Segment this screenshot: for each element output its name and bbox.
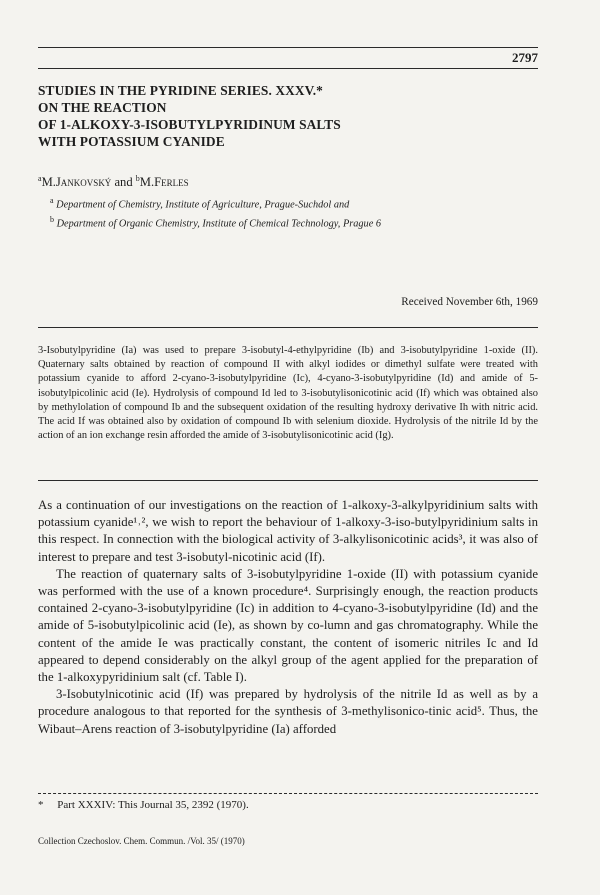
- body-paragraph-2: The reaction of quaternary salts of 3-isobutylpyridine 1-oxide (II) with potassium cyanide was performed with the use of a known procedure⁴. Surprisingly enough, the reaction products contained 2-cyano-3-isobutylpyridine (Ic) in addition to 4-cyano-3-isobutylpyridine (Id) and the amide of 5-isobutylpicolinic acid (Ie), as shown by co-lumn and gas chromatography. While the content of the amide Ie was practically constant, the content of isomeric nitriles Ic and Id appeared to depend considerably on the alkyl group of the agent applied for the preparation of the 1-alkoxypyridinium salt (cf. Table I).: [38, 566, 538, 685]
- author-mark-a: a: [38, 174, 42, 183]
- title-line-2: ON THE REACTION: [38, 100, 167, 115]
- journal-footer: Collection Czechoslov. Chem. Commun. /Vol. 35/ (1970): [38, 836, 245, 846]
- article-body: [38, 497, 538, 738]
- affiliation-b-mark: b: [50, 215, 54, 225]
- affiliation-a-text: Department of Chemistry, Institute of Agriculture, Prague-Suchdol and: [56, 199, 350, 211]
- author-b: M.Ferles: [139, 175, 189, 190]
- affiliation-a: [50, 193, 381, 212]
- page-number: 2797: [512, 50, 538, 65]
- affiliation-a-mark: a: [50, 196, 54, 205]
- title-line-4: WITH POTASSIUM CYANIDE: [38, 134, 225, 149]
- footnote-text: Part XXXIV: This Journal 35, 2392 (1970).: [57, 799, 249, 811]
- abstract-rule-bottom: [38, 480, 538, 481]
- affiliations: [50, 193, 381, 232]
- footnote: [38, 799, 249, 811]
- title-line-3: OF 1-ALKOXY-3-ISOBUTYLPYRIDINUM SALTS: [38, 117, 341, 132]
- author-and: and: [111, 175, 136, 190]
- abstract-rule-top: [38, 327, 538, 328]
- title-line-1: STUDIES IN THE PYRIDINE SERIES. XXXV.*: [38, 83, 323, 98]
- author-a: M.Jankovský: [41, 175, 112, 190]
- header-rule-bottom: [38, 68, 538, 69]
- footnote-rule: [38, 793, 538, 794]
- received-date: Received November 6th, 1969: [401, 296, 538, 308]
- affiliation-b: [50, 212, 381, 231]
- body-paragraph-3: 3-Isobutylnicotinic acid (If) was prepared by hydrolysis of the nitrile Id as well as by a procedure analogous to that reported for the synthesis of 3-methylisonico-tinic acid⁵. Thus, the Wibaut–Arens reaction of 3-isobutylpyridine (Ia) afforded: [38, 687, 538, 736]
- abstract: 3-Isobutylpyridine (Ia) was used to prepare 3-isobutyl-4-ethylpyridine (Ib) and 3-isobutylpyridine 1-oxide (II). Quaternary salts obtained by reaction of compound II with alkyl iodides or dimethyl sulfate were treated with potassium cyanide to afford 2-cyano-3-isobutylpyridine (Ic), 4-cyano-3-isobutylpyridine (Id) and amide of 5-isobutylpicolinic acid (Ie). Hydrolysis of compound Id led to 3-isobutylisonicotinic acid (If) which was obtained also by methylolation of compound Ib and the subsequent oxidation of the resulting hydroxy derivative Ih with nitric acid. The acid If was obtained also by oxidation of compound Ib with selenium dioxide. Hydrolysis of the nitrile Id by the action of an ion exchange resin afforded the amide of 3-isobutylisonicotinic acid (Ig).: [38, 345, 538, 442]
- footnote-mark: *: [38, 799, 44, 811]
- affiliation-b-text: Department of Organic Chemistry, Institute of Chemical Technology, Prague 6: [56, 218, 381, 230]
- author-line: [38, 174, 189, 190]
- header-rule-top: [38, 47, 538, 48]
- body-paragraph-1: As a continuation of our investigations on the reaction of 1-alkoxy-3-alkylpyridinium salts with potassium cyanide¹˒², we wish to report the behaviour of 1-alkoxy-3-iso-butylpyridinium salts in this respect. In connection with the biological activity of 3-alkylisonicotinic acids³, it was also of interest to prepare and test 3-isobutyl-nicotinic acid (If).: [38, 498, 538, 564]
- article-title: [38, 82, 538, 150]
- author-mark-b: b: [135, 174, 140, 183]
